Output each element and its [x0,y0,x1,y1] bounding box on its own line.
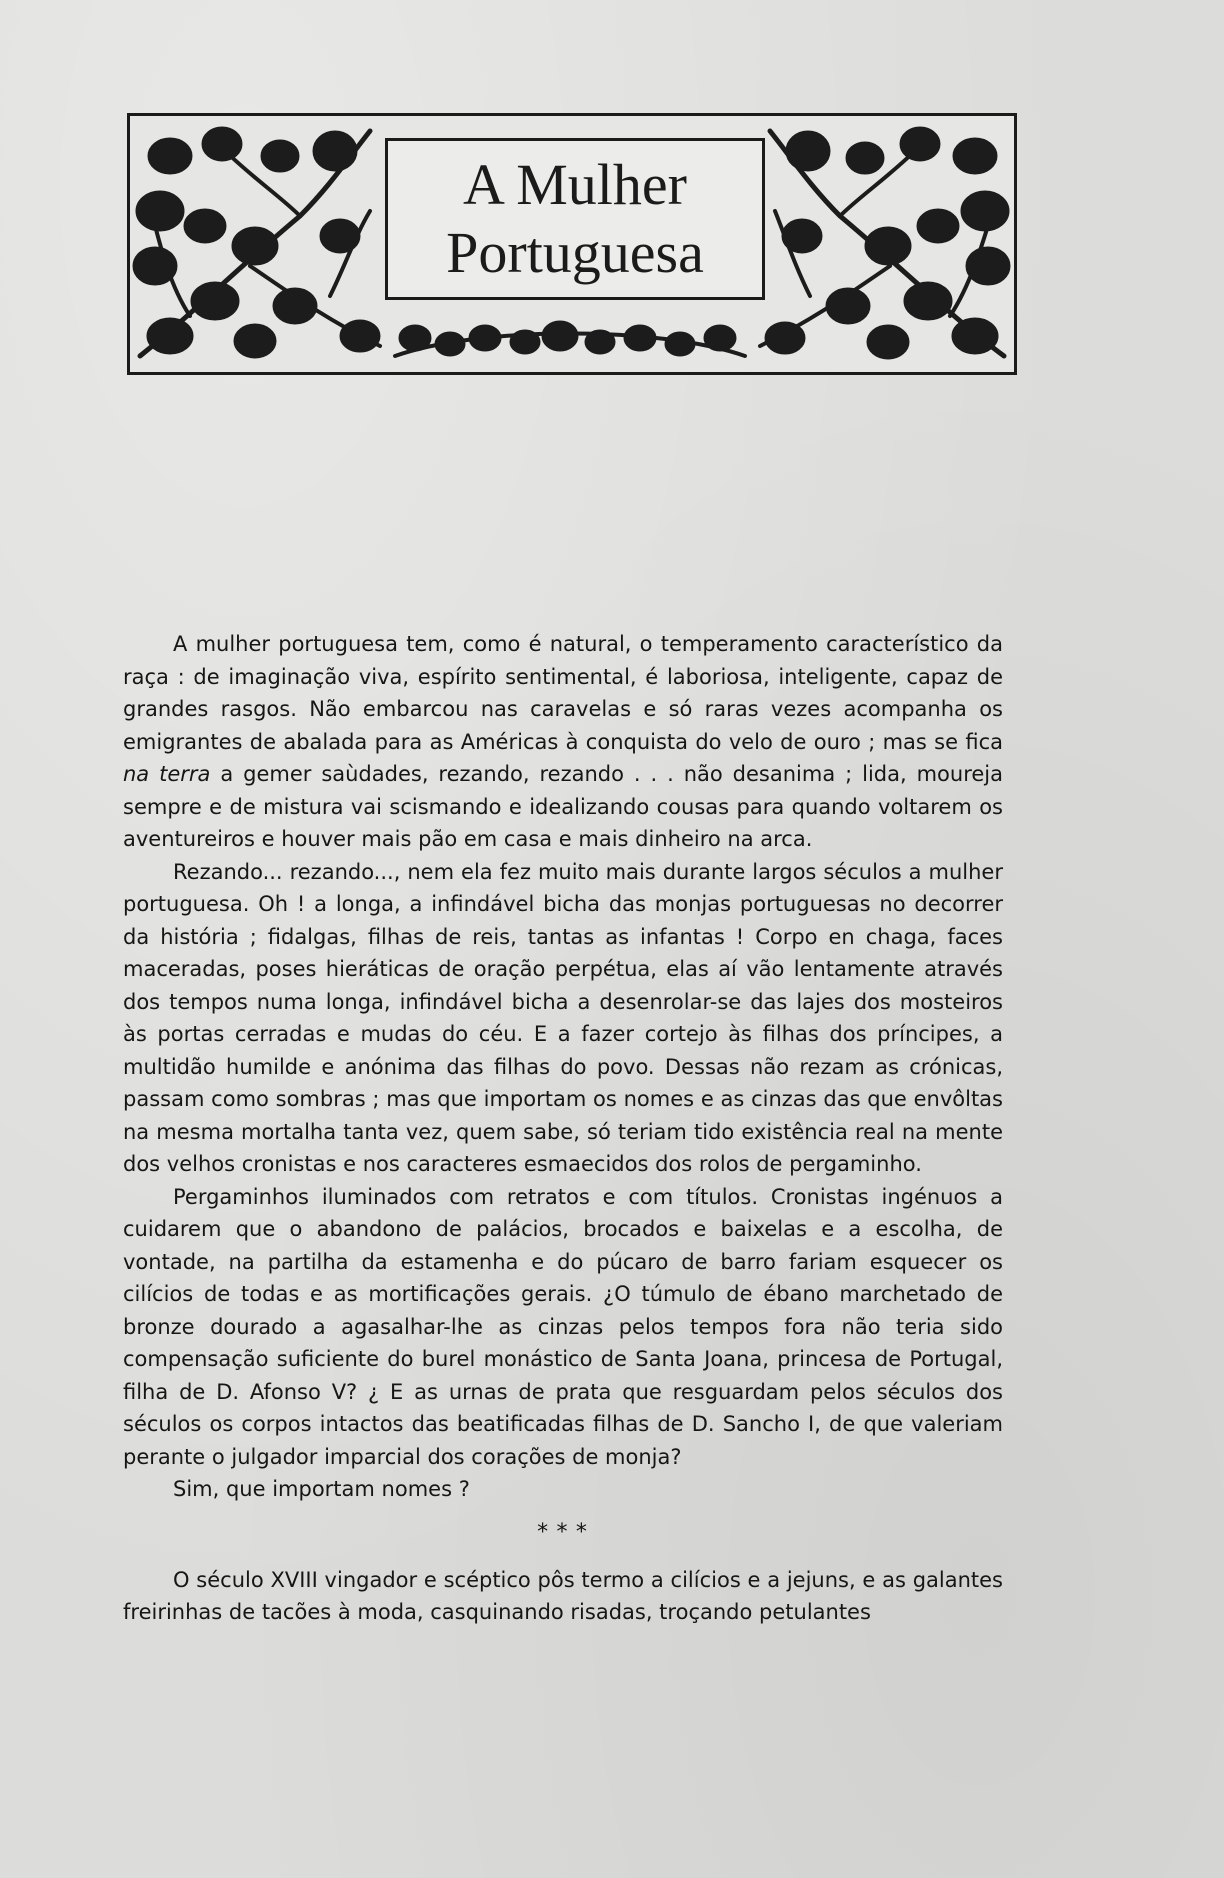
title-line-1: A Mulher [463,152,687,217]
paragraph-1-part-a: A mulher portuguesa tem, como é natural, o temperamento característico da raça : de imaginação viva, espírito sentimental, é laboriosa, inteligente, capaz de grandes rasgos. Não embarcou nas caravelas e só raras vezes acompanha os emigrantes de abalada para as Américas à conquista do velo de ouro ; mas se fica [123,632,1003,754]
section-separator: * * * [537,1519,589,1545]
paragraph-2: Rezando... rezando..., nem ela fez muito mais durante largos séculos a mulher portuguesa. Oh ! a longa, a infindável bicha das monjas portuguesas no decorrer da história ; fidalgas, filhas de reis, tantas as infantas ! Corpo en chaga, faces maceradas, poses hieráticas de oração perpétua, elas aí vão lentamente através dos tempos numa longa, infindável bicha a desenrolar-se das lajes dos mosteiros às portas cerradas e mudas do céu. E a fazer cortejo às filhas dos príncipes, a multidão humilde e anónima das filhas do povo. Dessas não rezam as crónicas, passam como sombras ; mas que importam os nomes e as cinzas das que envôltas na mesma mortalha tanta vez, quem sabe, só teriam tido existência real na mente dos velhos cronistas e nos caracteres esmaecidos dos rolos de pergaminho. [123,859,1003,1176]
paragraph-5: O século XVIII vingador e scéptico pôs termo a cilícios e a jejuns, e as galantes freirinhas de tacões à moda, casquinando risadas, troçando petulantes [123,1567,1003,1624]
title-banner [127,113,1017,375]
paragraph-3: Pergaminhos iluminados com retratos e com títulos. Cronistas ingénuos a cuidarem que o abandono de palácios, brocados e baixelas e a escolha, de vontade, na partilha da estamenha e do púcaro de barro fariam esquecer os cilícios de todas e as mortificações gerais. ¿O túmulo de ébano marchetado de bronze dourado a agasalhar-lhe as cinzas pelos tempos fora não teria sido compensação suficiente do burel monástico de Santa Joana, princesa de Portugal, filha de D. Afonso V? ¿ E as urnas de prata que resguardam pelos séculos dos séculos os corpos intactos das beatificadas filhas de D. Sancho I, de que valeriam perante o julgador imparcial dos corações de monja? [123,1184,1003,1469]
paragraph-1 [123,628,1003,856]
title-line-2: Portuguesa [446,220,704,285]
paragraph-1-italic: na terra [123,762,211,786]
article-body [123,628,1003,1629]
paragraph-1-part-b: a gemer saùdades, rezando, rezando . . . não desanima ; lida, moureja sempre e de mistura vai scismando e idealizando cousas para quando voltarem os aventureiros e houver mais pão em casa e mais dinheiro na arca. [123,762,1003,851]
paragraph-4: Sim, que importam nomes ? [173,1477,470,1501]
title-box [385,138,765,300]
